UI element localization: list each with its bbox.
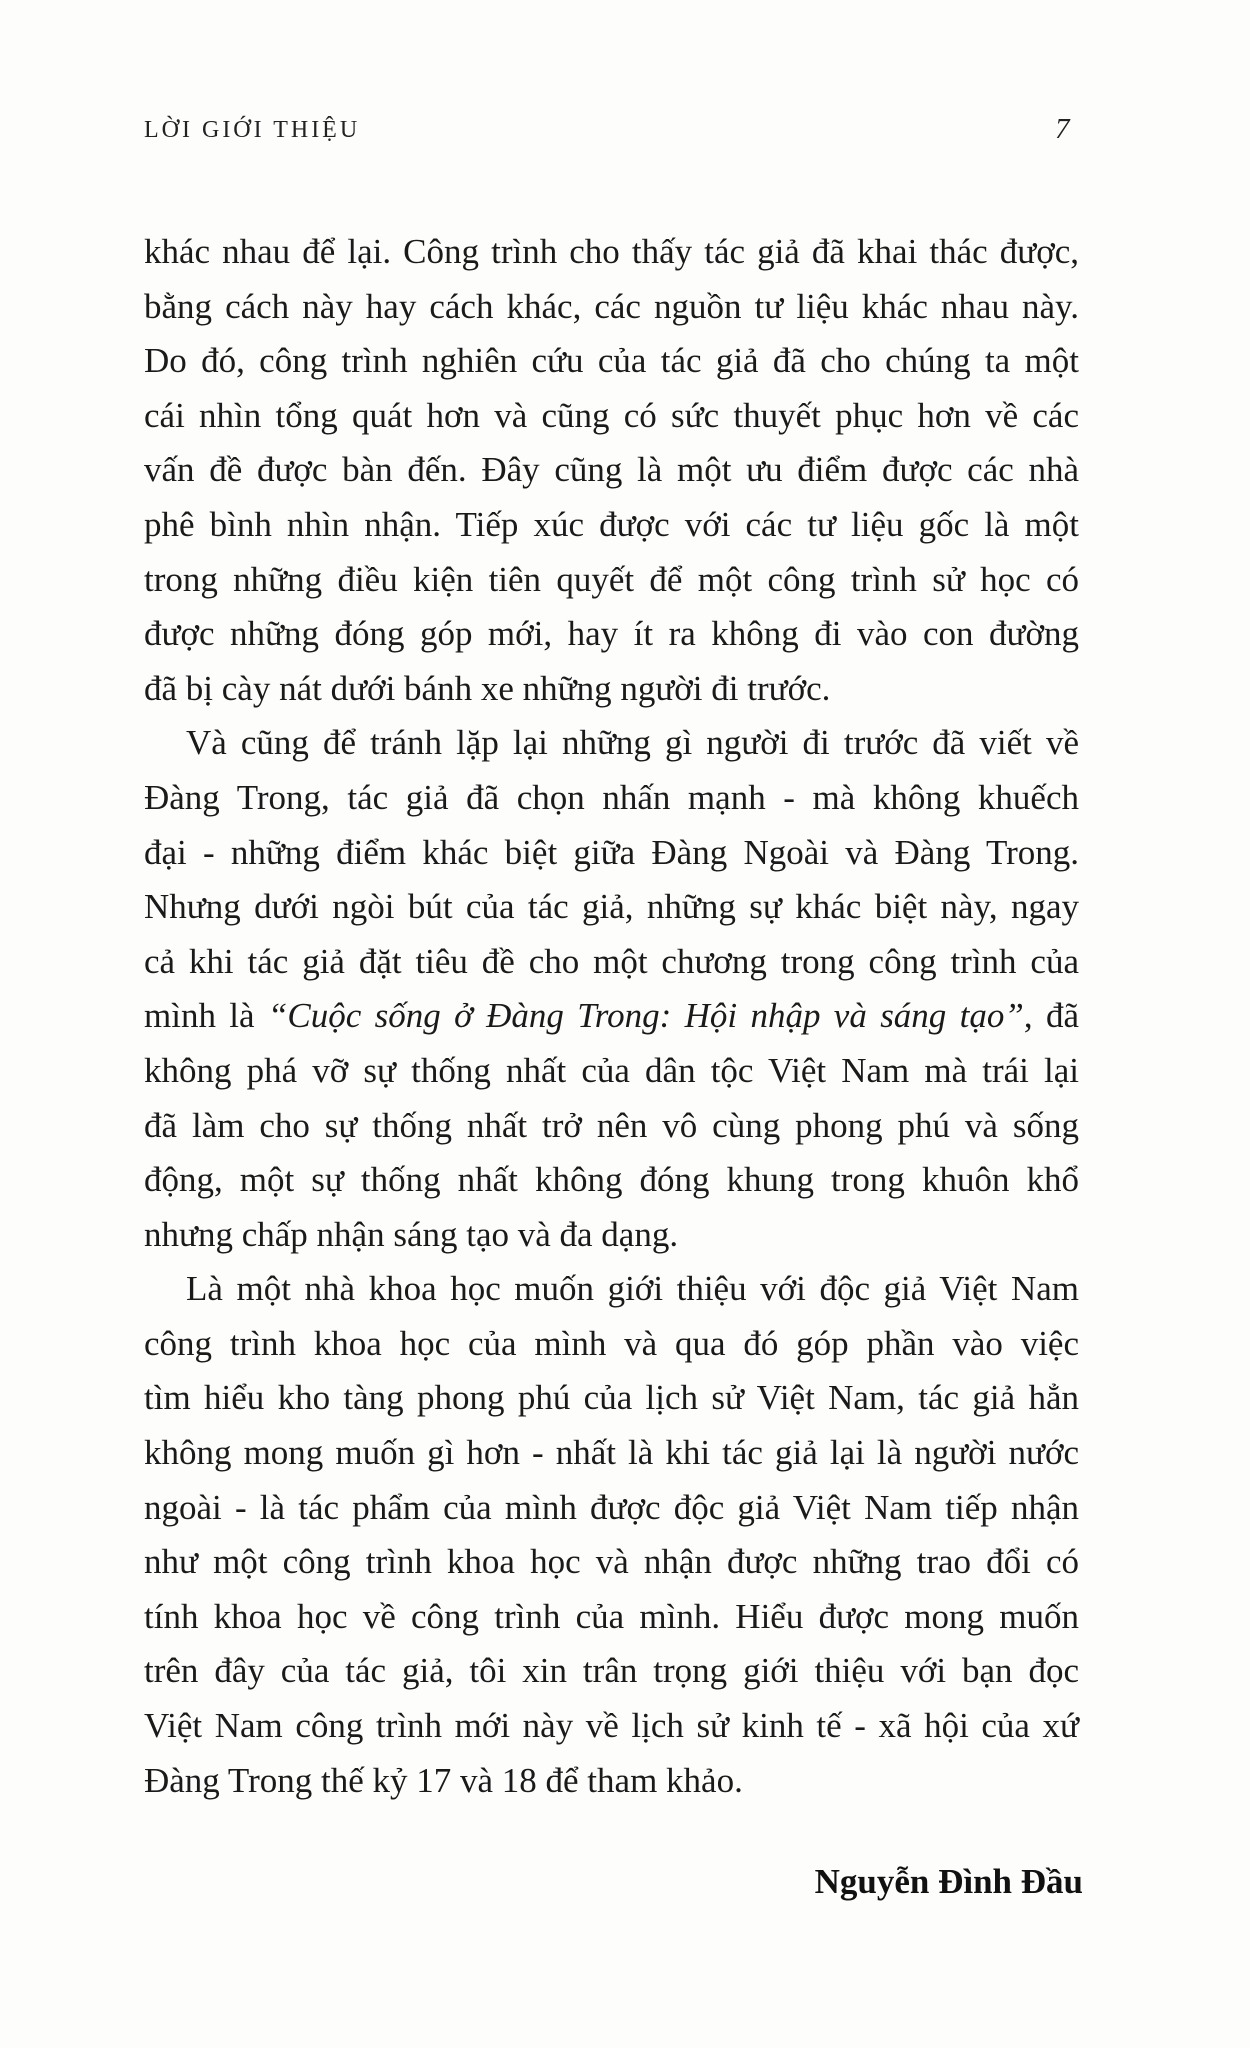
text-line: Việt Nam công trình mới này về lịch sử kinh tế - xã hội của xứ bbox=[144, 1706, 1079, 1746]
text-line: trong những điều kiện tiên quyết để một công trình sử học có bbox=[144, 559, 1079, 599]
text-line: không mong muốn gì hơn - nhất là khi tác giả lại là người nước bbox=[144, 1433, 1079, 1473]
text-line: cả khi tác giả đặt tiêu đề cho một chương trong công trình của bbox=[144, 941, 1079, 981]
chapter-title-quote: “Cuộc sống ở Đàng Trong: Hội nhập và sáng tạo” bbox=[267, 996, 1024, 1036]
text-line: Do đó, công trình nghiên cứu của tác giả đã cho chúng ta một bbox=[144, 341, 1079, 381]
text-line: phê bình nhìn nhận. Tiếp xúc được với các tư liệu gốc là một bbox=[144, 504, 1079, 544]
paragraph bbox=[144, 225, 1079, 716]
text-line: Đàng Trong, tác giả đã chọn nhấn mạnh - mà không khuếch bbox=[144, 777, 1079, 817]
text-line: đại - những điểm khác biệt giữa Đàng Ngoài và Đàng Trong. bbox=[144, 832, 1079, 872]
text-line: đã làm cho sự thống nhất trở nên vô cùng phong phú và sống bbox=[144, 1105, 1079, 1145]
text-line: cái nhìn tổng quát hơn và cũng có sức thuyết phục hơn về các bbox=[144, 395, 1079, 435]
text-line: Nhưng dưới ngòi bút của tác giả, những sự khác biệt này, ngay bbox=[144, 887, 1079, 927]
text-line: vấn đề được bàn đến. Đây cũng là một ưu điểm được các nhà bbox=[144, 450, 1079, 490]
paragraph bbox=[144, 1262, 1079, 1808]
text-line bbox=[144, 989, 1079, 1044]
text-segment: mình là bbox=[144, 996, 268, 1036]
text-line: được những đóng góp mới, hay ít ra không đi vào con đường bbox=[144, 614, 1079, 654]
page-number: 7 bbox=[1055, 113, 1070, 145]
text-line: bằng cách này hay cách khác, các nguồn tư liệu khác nhau này. bbox=[144, 286, 1079, 326]
text-line: đã bị cày nát dưới bánh xe những người đi trước. bbox=[144, 668, 831, 708]
text-line: công trình khoa học của mình và qua đó góp phần vào việc bbox=[144, 1323, 1079, 1363]
text-line: Và cũng để tránh lặp lại những gì người đi trước đã viết về bbox=[186, 723, 1079, 763]
body-text bbox=[144, 225, 1079, 1808]
text-line: ngoài - là tác phẩm của mình được độc giả Việt Nam tiếp nhận bbox=[144, 1487, 1079, 1527]
text-line: Đàng Trong thế kỷ 17 và 18 để tham khảo. bbox=[144, 1760, 743, 1800]
text-line: như một công trình khoa học và nhận được những trao đổi có bbox=[144, 1542, 1079, 1582]
text-segment: , đã bbox=[1023, 996, 1079, 1036]
text-line: Là một nhà khoa học muốn giới thiệu với độc giả Việt Nam bbox=[186, 1269, 1079, 1309]
text-line: không phá vỡ sự thống nhất của dân tộc Việt Nam mà trái lại bbox=[144, 1050, 1079, 1090]
text-line: tính khoa học về công trình của mình. Hiểu được mong muốn bbox=[144, 1596, 1079, 1636]
text-line: trên đây của tác giả, tôi xin trân trọng giới thiệu với bạn đọc bbox=[144, 1651, 1079, 1691]
author-signature: Nguyễn Đình Đầu bbox=[814, 1862, 1083, 1901]
text-line: nhưng chấp nhận sáng tạo và đa dạng. bbox=[144, 1214, 679, 1254]
text-line: tìm hiểu kho tàng phong phú của lịch sử Việt Nam, tác giả hẳn bbox=[144, 1378, 1079, 1418]
paragraph bbox=[144, 716, 1079, 1262]
running-title: LỜI GIỚI THIỆU bbox=[144, 117, 361, 143]
text-line: động, một sự thống nhất không đóng khung trong khuôn khổ bbox=[144, 1160, 1079, 1200]
text-line: khác nhau để lại. Công trình cho thấy tác giả đã khai thác được, bbox=[144, 232, 1079, 271]
